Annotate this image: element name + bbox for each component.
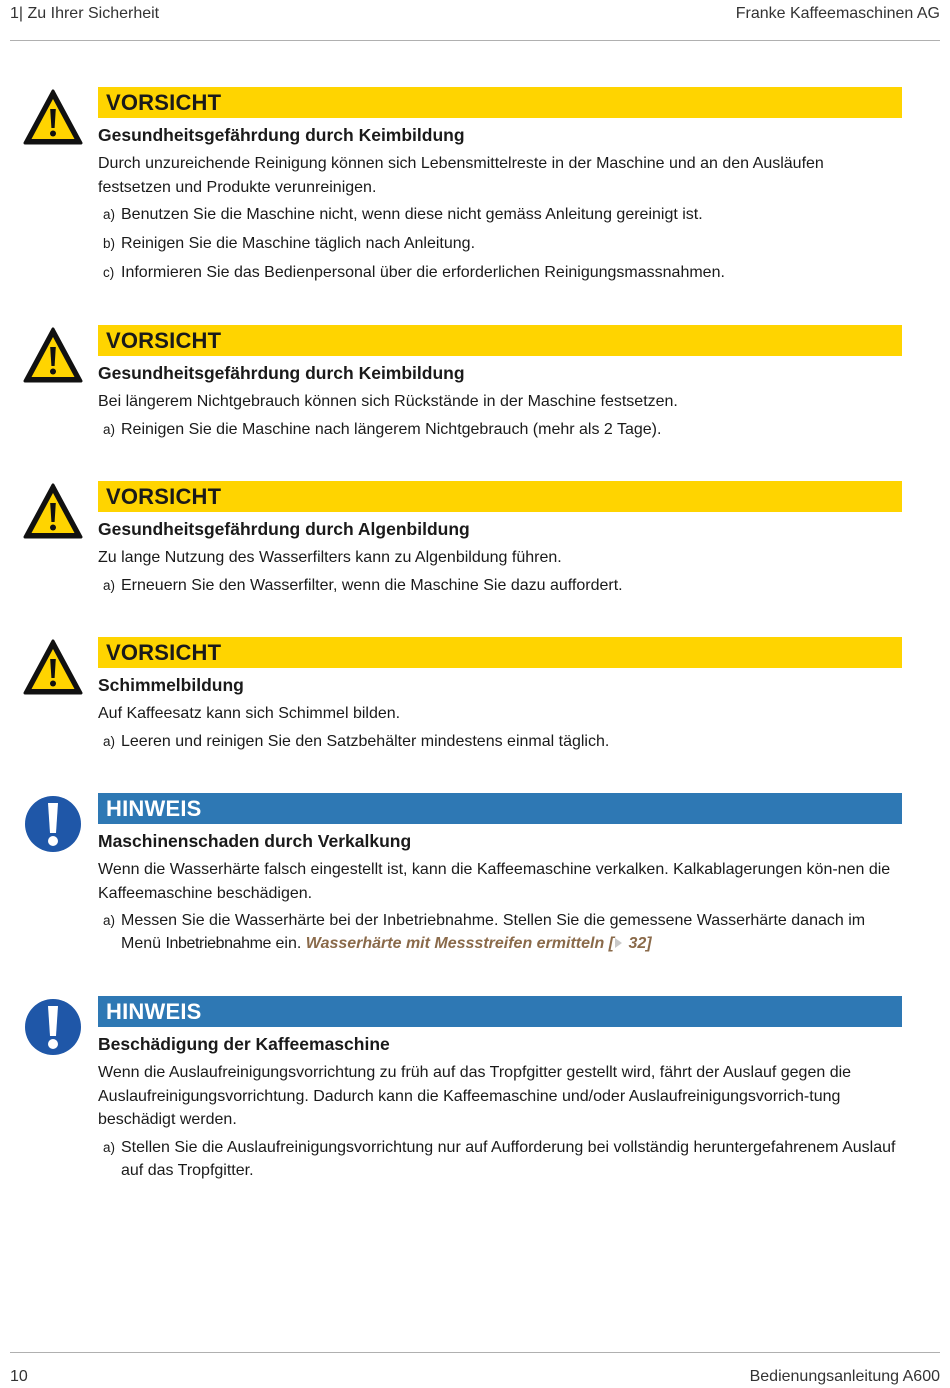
step-item: [98, 1136, 898, 1182]
block-heading: Gesundheitsgefährdung durch Keimbildung: [98, 363, 465, 383]
step-item: [98, 418, 898, 441]
block-text: Wenn die Auslaufreinigungsvorrichtung zu früh auf das Tropfgitter gestellt wird, fährt der Auslauf gegen die Auslaufreinigungsvorrichtung. Dadurch kann die Kaffeemaschine und/oder Auslaufreinigungsvorrich-tung beschädigt werden.: [98, 1064, 852, 1128]
notice-banner: HINWEIS: [98, 793, 902, 824]
mandatory-exclamation-icon: [22, 793, 84, 855]
step-item: [98, 730, 898, 753]
block-heading: Beschädigung der Kaffeemaschine: [98, 1034, 390, 1054]
warning-triangle-icon: [22, 87, 84, 149]
step-letter: a): [103, 1139, 116, 1155]
block-heading: Schimmelbildung: [98, 675, 244, 695]
caution-banner: VORSICHT: [98, 87, 902, 118]
cross-reference-title: Wasserhärte mit Messstreifen ermitteln [: [305, 935, 615, 952]
warning-triangle-icon: [22, 637, 84, 699]
step-letter: a): [103, 421, 116, 437]
warning-triangle-icon: [22, 325, 84, 387]
step-item: [98, 261, 898, 284]
cross-reference-page: 32]: [624, 935, 652, 952]
footer-divider: [10, 1352, 940, 1353]
step-letter: b): [103, 236, 116, 251]
cross-reference-link[interactable]: [306, 935, 652, 952]
step-list: [98, 730, 898, 753]
caution-banner: VORSICHT: [98, 325, 902, 356]
warning-triangle-icon: [22, 481, 84, 543]
step-letter: a): [103, 577, 116, 593]
caution-banner: VORSICHT: [98, 637, 902, 668]
step-list: [98, 418, 898, 441]
step-letter: a): [103, 207, 116, 222]
step-list: [98, 909, 898, 955]
step-item: [98, 232, 898, 255]
page-arrow-icon: [614, 937, 624, 949]
step-text: Reinigen Sie die Maschine täglich nach Anleitung.: [121, 235, 476, 252]
page-header: [10, 3, 940, 25]
menu-reference: Inbetriebnahme: [165, 935, 272, 952]
step-text: Reinigen Sie die Maschine nach längerem Nichtgebrauch (mehr als 2 Tage).: [121, 420, 662, 438]
step-text-after: ein.: [271, 935, 306, 952]
block-heading: Gesundheitsgefährdung durch Keimbildung: [98, 125, 465, 145]
block-heading: Maschinenschaden durch Verkalkung: [98, 831, 412, 851]
notice-banner: HINWEIS: [98, 996, 902, 1027]
manual-title: Bedienungsanleitung A600: [749, 1368, 940, 1385]
block-text: Wenn die Wasserhärte falsch eingestellt ist, kann die Kaffeemaschine verkalken. Kalkablagerungen kön-nen die Kaffeemaschine beschädigen.: [98, 861, 891, 902]
step-text: Benutzen Sie die Maschine nicht, wenn diese nicht gemäss Anleitung gereinigt ist.: [121, 206, 703, 223]
step-letter: c): [103, 265, 115, 280]
step-letter: a): [103, 913, 116, 928]
step-text-before: Messen Sie die Wasserhärte bei der Inbetriebnahme. Stellen Sie die gemessene Wasserhärte danach im Menü: [121, 912, 866, 952]
header-section-title: 1| Zu Ihrer Sicherheit: [10, 5, 160, 22]
block-text: Durch unzureichende Reinigung können sich Lebensmittelreste in der Maschine und an den Ausläufen festsetzen und Produkte verunreinigen.: [98, 155, 824, 196]
step-item: [98, 203, 898, 226]
step-text: Stellen Sie die Auslaufreinigungsvorrichtung nur auf Aufforderung bei vollständig heruntergefahrenem Auslauf auf das Tropfgitter.: [121, 1138, 896, 1179]
header-company: Franke Kaffeemaschinen AG: [735, 5, 940, 22]
step-text: Informieren Sie das Bedienpersonal über die erforderlichen Reinigungsmassnahmen.: [121, 264, 725, 281]
step-text: Erneuern Sie den Wasserfilter, wenn die Maschine Sie dazu auffordert.: [121, 576, 623, 594]
step-text: [121, 909, 898, 955]
step-item: [98, 574, 898, 597]
header-divider: [10, 40, 940, 41]
page-footer: [10, 1366, 940, 1388]
block-heading: Gesundheitsgefährdung durch Algenbildung: [98, 519, 470, 539]
step-list: [98, 574, 898, 597]
step-letter: a): [103, 733, 116, 749]
step-text: Leeren und reinigen Sie den Satzbehälter mindestens einmal täglich.: [121, 732, 610, 750]
mandatory-exclamation-icon: [22, 996, 84, 1058]
step-list: [98, 203, 898, 284]
block-text: Auf Kaffeesatz kann sich Schimmel bilden.: [98, 705, 401, 722]
step-item: [98, 909, 898, 955]
block-text: Zu lange Nutzung des Wasserfilters kann zu Algenbildung führen.: [98, 549, 562, 566]
page-number: 10: [10, 1368, 28, 1385]
caution-banner: VORSICHT: [98, 481, 902, 512]
block-text: Bei längerem Nichtgebrauch können sich Rückstände in der Maschine festsetzen.: [98, 393, 678, 410]
step-list: [98, 1136, 898, 1182]
